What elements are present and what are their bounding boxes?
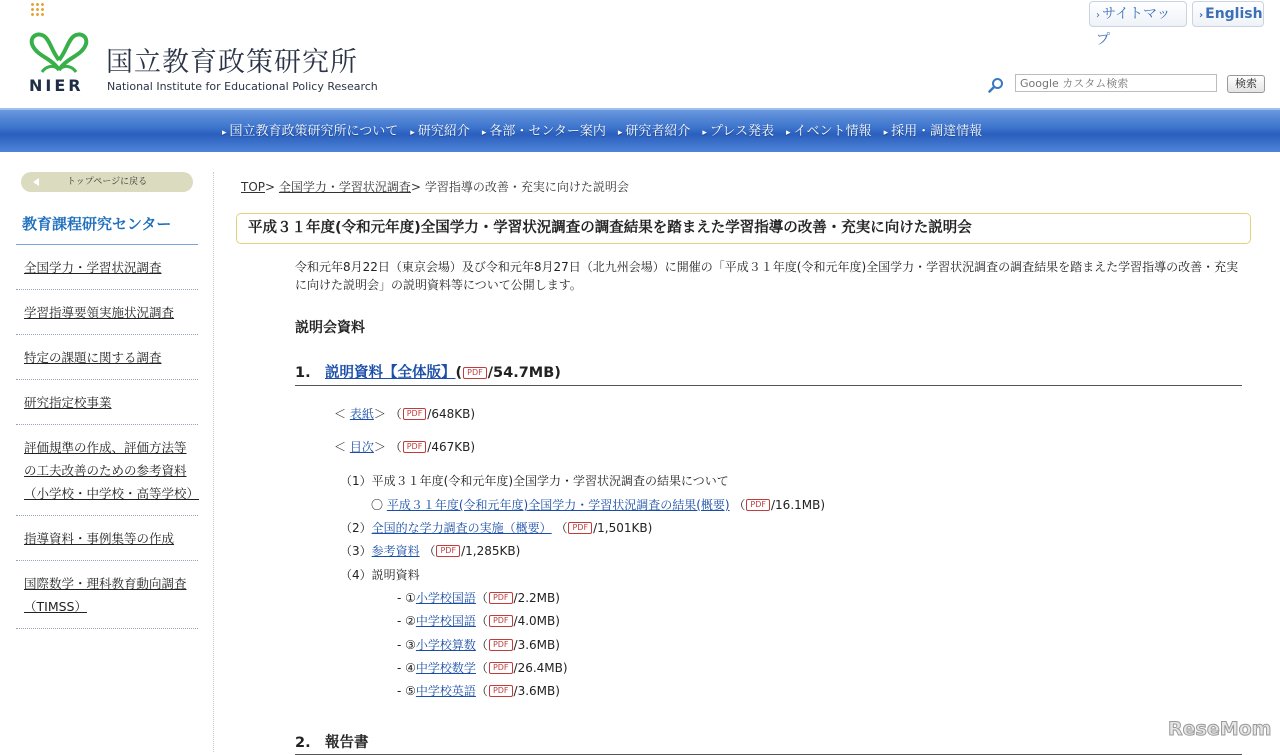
item1-full-link[interactable]: 説明資料【全体版】 bbox=[325, 365, 456, 381]
nav-marker-icon: ▸ bbox=[786, 128, 791, 138]
chevron-right-icon: › bbox=[1199, 10, 1204, 21]
nav-item-press[interactable]: ▸ プレス発表 bbox=[702, 124, 775, 139]
sidebar-divider bbox=[213, 172, 214, 752]
nav-item-researchers[interactable]: ▸ 研究者紹介 bbox=[617, 124, 691, 139]
pdf-icon: PDF bbox=[489, 615, 513, 627]
sub2-overview-link[interactable]: 全国的な学力調査の実施（概要） bbox=[371, 521, 552, 535]
nav-item-recruit[interactable]: ▸ 採用・調達情報 bbox=[883, 124, 983, 139]
pdf-icon: PDF bbox=[489, 685, 513, 697]
sidebar-item-specific-issues[interactable]: 特定の課題に関する調査 bbox=[16, 335, 198, 380]
nav-marker-icon: ▸ bbox=[702, 128, 707, 138]
sitemap-label: サイトマップ bbox=[1096, 6, 1171, 48]
search-input[interactable] bbox=[1015, 74, 1217, 92]
resemom-watermark: ReseMom bbox=[1168, 718, 1272, 740]
sub3-row: （3）参考資料 （ PDF /1,285KB) bbox=[340, 544, 521, 558]
pdf-icon: PDF bbox=[403, 441, 427, 453]
nav-marker-icon: ▸ bbox=[617, 128, 623, 138]
subject-link-jh-english[interactable]: 中学校英語 bbox=[415, 684, 476, 698]
sidebar-item-timss[interactable]: 国際数学・理科教育動向調査（TIMSS） bbox=[16, 561, 198, 629]
back-to-top-button[interactable]: トップページに戻る bbox=[21, 172, 193, 192]
sub1-row: （1）平成３１年度(令和元年度)全国学力・学習状況調査の結果について bbox=[340, 474, 729, 488]
nav-marker-icon: ▸ bbox=[883, 128, 889, 138]
item2-heading: 2. 報告書 bbox=[295, 731, 1242, 755]
page-title: 平成３１年度(令和元年度)全国学力・学習状況調査の調査結果を踏まえた学習指導の改善・充実に向けた説明会 bbox=[236, 213, 1251, 244]
site-subtitle: National Institute for Educational Policy Research bbox=[107, 80, 378, 93]
sub3-reference-link[interactable]: 参考資料 bbox=[371, 544, 420, 558]
nav-marker-icon: ▸ bbox=[481, 128, 487, 138]
english-button[interactable] bbox=[1192, 1, 1264, 27]
sidebar-item-designated-schools[interactable]: 研究指定校事業 bbox=[16, 380, 198, 425]
subject-link-elem-math[interactable]: 小学校算数 bbox=[415, 638, 476, 652]
subject-link-jh-math[interactable]: 中学校数学 bbox=[415, 661, 476, 675]
subject-row: - ③小学校算数（ PDF /3.6MB) bbox=[397, 638, 560, 652]
sidebar-item-evaluation-criteria[interactable]: 評価規準の作成、評価方法等の工夫改善のための参考資料（小学校・中学校・高等学校） bbox=[16, 425, 198, 516]
subject-row: - ①小学校国語（ PDF /2.2MB) bbox=[397, 591, 560, 605]
sidebar-item-guidance-materials[interactable]: 指導資料・事例集等の作成 bbox=[16, 516, 198, 561]
subject-link-jh-japanese[interactable]: 中学校国語 bbox=[415, 614, 476, 628]
item2-label: 報告書 bbox=[325, 735, 369, 751]
nav-item-events[interactable]: ▸ イベント情報 bbox=[786, 124, 872, 139]
cover-row: ＜ 表紙＞ （ PDF /648KB) bbox=[334, 407, 476, 421]
pdf-icon: PDF bbox=[568, 522, 592, 534]
english-label: English bbox=[1205, 6, 1263, 22]
intro-text: 令和元年8月22日（東京会場）及び令和元年8月27日（北九州会場）に開催の「平成３１年度(令和元年度)全国学力・学習状況調査の調査結果を踏まえた学習指導の改善・充実に向けた説明会」の説明資料等について公開します。 bbox=[295, 260, 1239, 292]
pdf-icon: PDF bbox=[436, 545, 460, 557]
search-button[interactable]: 検索 bbox=[1227, 75, 1265, 93]
breadcrumb: TOP> 全国学力・学習状況調査> 学習指導の改善・充実に向けた説明会 bbox=[241, 180, 629, 194]
breadcrumb-survey-link[interactable]: 全国学力・学習状況調査 bbox=[278, 180, 411, 194]
back-arrow-icon bbox=[33, 178, 39, 186]
item1-size: /54.7MB) bbox=[487, 365, 561, 381]
sub1a-row: 〇 平成３１年度(令和元年度)全国学力・学習状況調査の結果(概要) （ PDF /16.1MB) bbox=[371, 498, 826, 512]
search-icon bbox=[988, 77, 1004, 93]
sidebar bbox=[16, 172, 198, 629]
nav-item-departments[interactable]: ▸ 各部・センター案内 bbox=[481, 124, 606, 139]
chevron-right-icon: › bbox=[1096, 10, 1100, 21]
subject-row: - ④中学校数学（ PDF /26.4MB) bbox=[397, 661, 568, 675]
butterfly-logo-icon bbox=[28, 30, 90, 76]
sub1a-results-link[interactable]: 平成３１年度(令和元年度)全国学力・学習状況調査の結果(概要) bbox=[386, 498, 730, 512]
pdf-icon: PDF bbox=[403, 408, 427, 420]
cover-link[interactable]: 表紙 bbox=[349, 407, 374, 421]
sub4-row: （4）説明資料 bbox=[340, 568, 420, 582]
toc-link[interactable]: 目次 bbox=[349, 440, 374, 454]
toc-row: ＜ 目次＞ （ PDF /467KB) bbox=[334, 440, 476, 454]
subject-row: - ⑤中学校英語（ PDF /3.6MB) bbox=[397, 684, 560, 698]
logo-text: NIER bbox=[29, 76, 84, 95]
pdf-icon: PDF bbox=[463, 367, 487, 379]
site-title[interactable]: 国立教育政策研究所 bbox=[106, 47, 358, 78]
decorative-dots bbox=[30, 2, 44, 18]
sidebar-item-national-survey[interactable]: 全国学力・学習状況調査 bbox=[16, 245, 198, 290]
nier-logo[interactable] bbox=[26, 28, 92, 94]
breadcrumb-top-link[interactable]: TOP bbox=[241, 180, 266, 194]
nav-marker-icon: ▸ bbox=[222, 128, 227, 138]
sidebar-item-curriculum-survey[interactable]: 学習指導要領実施状況調査 bbox=[16, 290, 198, 335]
section-heading: 説明会資料 bbox=[295, 320, 365, 336]
subject-link-elem-japanese[interactable]: 小学校国語 bbox=[415, 591, 476, 605]
pdf-icon: PDF bbox=[746, 499, 770, 511]
pdf-icon: PDF bbox=[489, 639, 513, 651]
pdf-icon: PDF bbox=[489, 662, 513, 674]
sub2-row: （2）全国的な学力調査の実施（概要） （ PDF /1,501KB) bbox=[340, 521, 653, 535]
global-nav bbox=[0, 108, 1280, 152]
pdf-icon: PDF bbox=[489, 592, 513, 604]
nav-item-about[interactable]: ▸ 国立教育政策研究所について bbox=[222, 124, 399, 139]
item1-heading: 1. 説明資料【全体版】( PDF /54.7MB) bbox=[295, 361, 1242, 386]
breadcrumb-current: 学習指導の改善・充実に向けた説明会 bbox=[424, 180, 629, 194]
nav-marker-icon: ▸ bbox=[410, 128, 415, 138]
sidebar-title[interactable]: 教育課程研究センター bbox=[16, 213, 198, 245]
sitemap-button[interactable] bbox=[1089, 1, 1187, 48]
subject-row: - ②中学校国語（ PDF /4.0MB) bbox=[397, 614, 560, 628]
nav-item-research[interactable]: ▸ 研究紹介 bbox=[410, 124, 470, 139]
